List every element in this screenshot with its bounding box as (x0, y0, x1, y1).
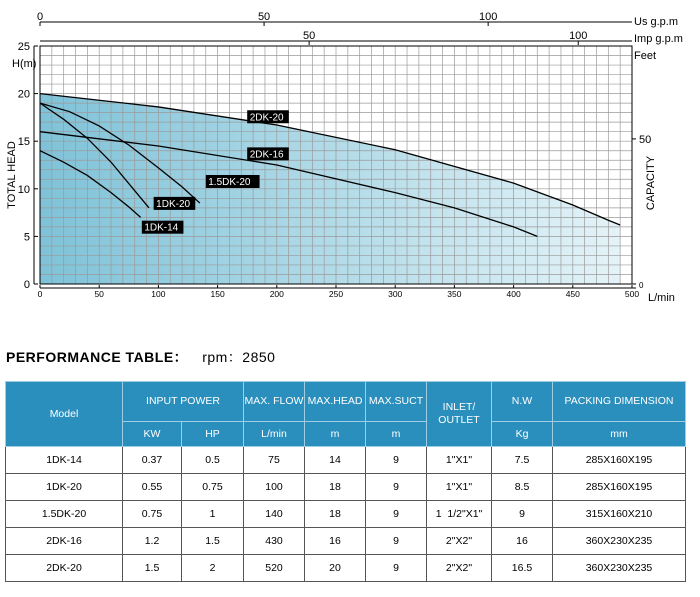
y-tick-label: 15 (17, 136, 30, 149)
cell-flow: 140 (244, 501, 305, 528)
top-axis-us-tick-label: 100 (478, 11, 498, 23)
top-axis-us-tick-label: 50 (257, 11, 271, 23)
cell-nw: 9 (492, 501, 553, 528)
top-axis-imp-tick-label: 50 (302, 30, 316, 42)
top-axis-us-label: Us g.p.m (634, 16, 679, 28)
x-tick-label: 250 (328, 289, 344, 299)
header-model: Model (6, 382, 123, 447)
cell-head: 18 (305, 501, 366, 528)
y-tick-label: 20 (17, 88, 30, 101)
cell-flow: 75 (244, 447, 305, 474)
cell-suct: 9 (366, 474, 427, 501)
cell-packing: 360X230X235 (553, 528, 686, 555)
curve-label: 1DK-14 (144, 222, 179, 234)
right-axis-unit: Feet (634, 50, 657, 62)
cell-suct: 9 (366, 447, 427, 474)
cell-flow: 100 (244, 474, 305, 501)
y-tick-label: 25 (17, 41, 30, 53)
x-tick-label: 300 (388, 289, 403, 299)
unit-packing: mm (553, 422, 686, 447)
cell-packing: 285X160X195 (553, 447, 686, 474)
x-tick-label: 450 (565, 289, 580, 299)
cell-kw: 1.5 (123, 555, 182, 582)
cell-inlet-outlet: 1"X1" (427, 474, 492, 501)
y-tick-label: 0 (23, 279, 30, 291)
x-tick-label: 0 (37, 289, 43, 299)
cell-model: 1.5DK-20 (6, 501, 123, 528)
y-axis-unit: H(m) (12, 58, 37, 70)
unit-head: m (305, 422, 366, 447)
cell-suct: 9 (366, 555, 427, 582)
cell-packing: 360X230X235 (553, 555, 686, 582)
x-tick-label: 50 (94, 289, 104, 299)
table-row (6, 474, 686, 501)
header-input-power: INPUT POWER (123, 382, 244, 422)
right-axis-label: CAPACITY (645, 155, 657, 211)
y-tick-label: 5 (23, 231, 30, 244)
x-tick-label: 100 (151, 289, 166, 299)
x-tick-label: 200 (269, 289, 284, 299)
cell-inlet-outlet: 1"X1" (427, 447, 492, 474)
table-row (6, 501, 686, 528)
cell-model: 2DK-16 (6, 528, 123, 555)
x-tick-label: 500 (624, 289, 640, 299)
unit-hp: HP (182, 422, 244, 447)
table-row (6, 528, 686, 555)
cell-model: 1DK-20 (6, 474, 123, 501)
cell-kw: 0.55 (123, 474, 182, 501)
cell-flow: 520 (244, 555, 305, 582)
cell-flow: 430 (244, 528, 305, 555)
cell-head: 20 (305, 555, 366, 582)
top-axis-us-tick-label: 0 (36, 11, 44, 23)
performance-table-title (6, 347, 275, 367)
cell-inlet-outlet: 2"X2" (427, 555, 492, 582)
cell-kw: 1.2 (123, 528, 182, 555)
unit-suct: m (366, 422, 427, 447)
y-axis-label: TOTAL HEAD (6, 141, 18, 209)
header-nw: N.W (492, 382, 553, 422)
cell-nw: 7.5 (492, 447, 553, 474)
cell-hp: 2 (182, 555, 244, 582)
cell-inlet-outlet: 2"X2" (427, 528, 492, 555)
unit-kw: KW (123, 422, 182, 447)
curve-label: 2DK-16 (249, 149, 284, 161)
curve-label: 1DK-20 (156, 198, 191, 210)
x-tick-label: 150 (210, 289, 225, 299)
curve-label: 2DK-20 (249, 112, 284, 124)
cell-head: 16 (305, 528, 366, 555)
header-max-suct: MAX.SUCT (366, 382, 427, 422)
right-axis-tick-label: 50 (639, 133, 652, 146)
header-inlet-outlet: INLET/ OUTLET (427, 382, 492, 447)
rpm-text: rpm：2850 (202, 349, 276, 365)
table-row (6, 555, 686, 582)
x-tick-label: 350 (447, 289, 462, 299)
cell-nw: 8.5 (492, 474, 553, 501)
cell-model: 2DK-20 (6, 555, 123, 582)
cell-kw: 0.37 (123, 447, 182, 474)
top-axis-imp-label: Imp g.p.m (634, 33, 683, 45)
unit-nw: Kg (492, 422, 553, 447)
cell-hp: 0.75 (182, 474, 244, 501)
cell-suct: 9 (366, 528, 427, 555)
y-tick-label: 10 (17, 183, 30, 196)
cell-hp: 1 (182, 501, 244, 528)
right-axis-tick-label: 0 (639, 281, 644, 290)
cell-packing: 285X160X195 (553, 474, 686, 501)
header-packing: PACKING DIMENSION (553, 382, 686, 422)
table-row (6, 447, 686, 474)
cell-head: 18 (305, 474, 366, 501)
cell-hp: 1.5 (182, 528, 244, 555)
cell-packing: 315X160X210 (553, 501, 686, 528)
cell-hp: 0.5 (182, 447, 244, 474)
curve-label: 1.5DK-20 (208, 176, 251, 188)
cell-head: 14 (305, 447, 366, 474)
cell-nw: 16 (492, 528, 553, 555)
performance-title-text: PERFORMANCE TABLE： (6, 349, 189, 365)
header-max-head: MAX.HEAD (305, 382, 366, 422)
cell-model: 1DK-14 (6, 447, 123, 474)
header-max-flow: MAX. FLOW (244, 382, 305, 422)
x-axis-label: L/min (648, 292, 675, 304)
cell-inlet-outlet: 1 1/2"X1" (427, 501, 492, 528)
top-axis-imp-tick-label: 100 (569, 30, 588, 42)
cell-suct: 9 (366, 501, 427, 528)
cell-nw: 16.5 (492, 555, 553, 582)
cell-kw: 0.75 (123, 501, 182, 528)
unit-flow: L/min (244, 422, 305, 447)
performance-table (5, 381, 686, 582)
x-tick-label: 400 (506, 289, 521, 299)
